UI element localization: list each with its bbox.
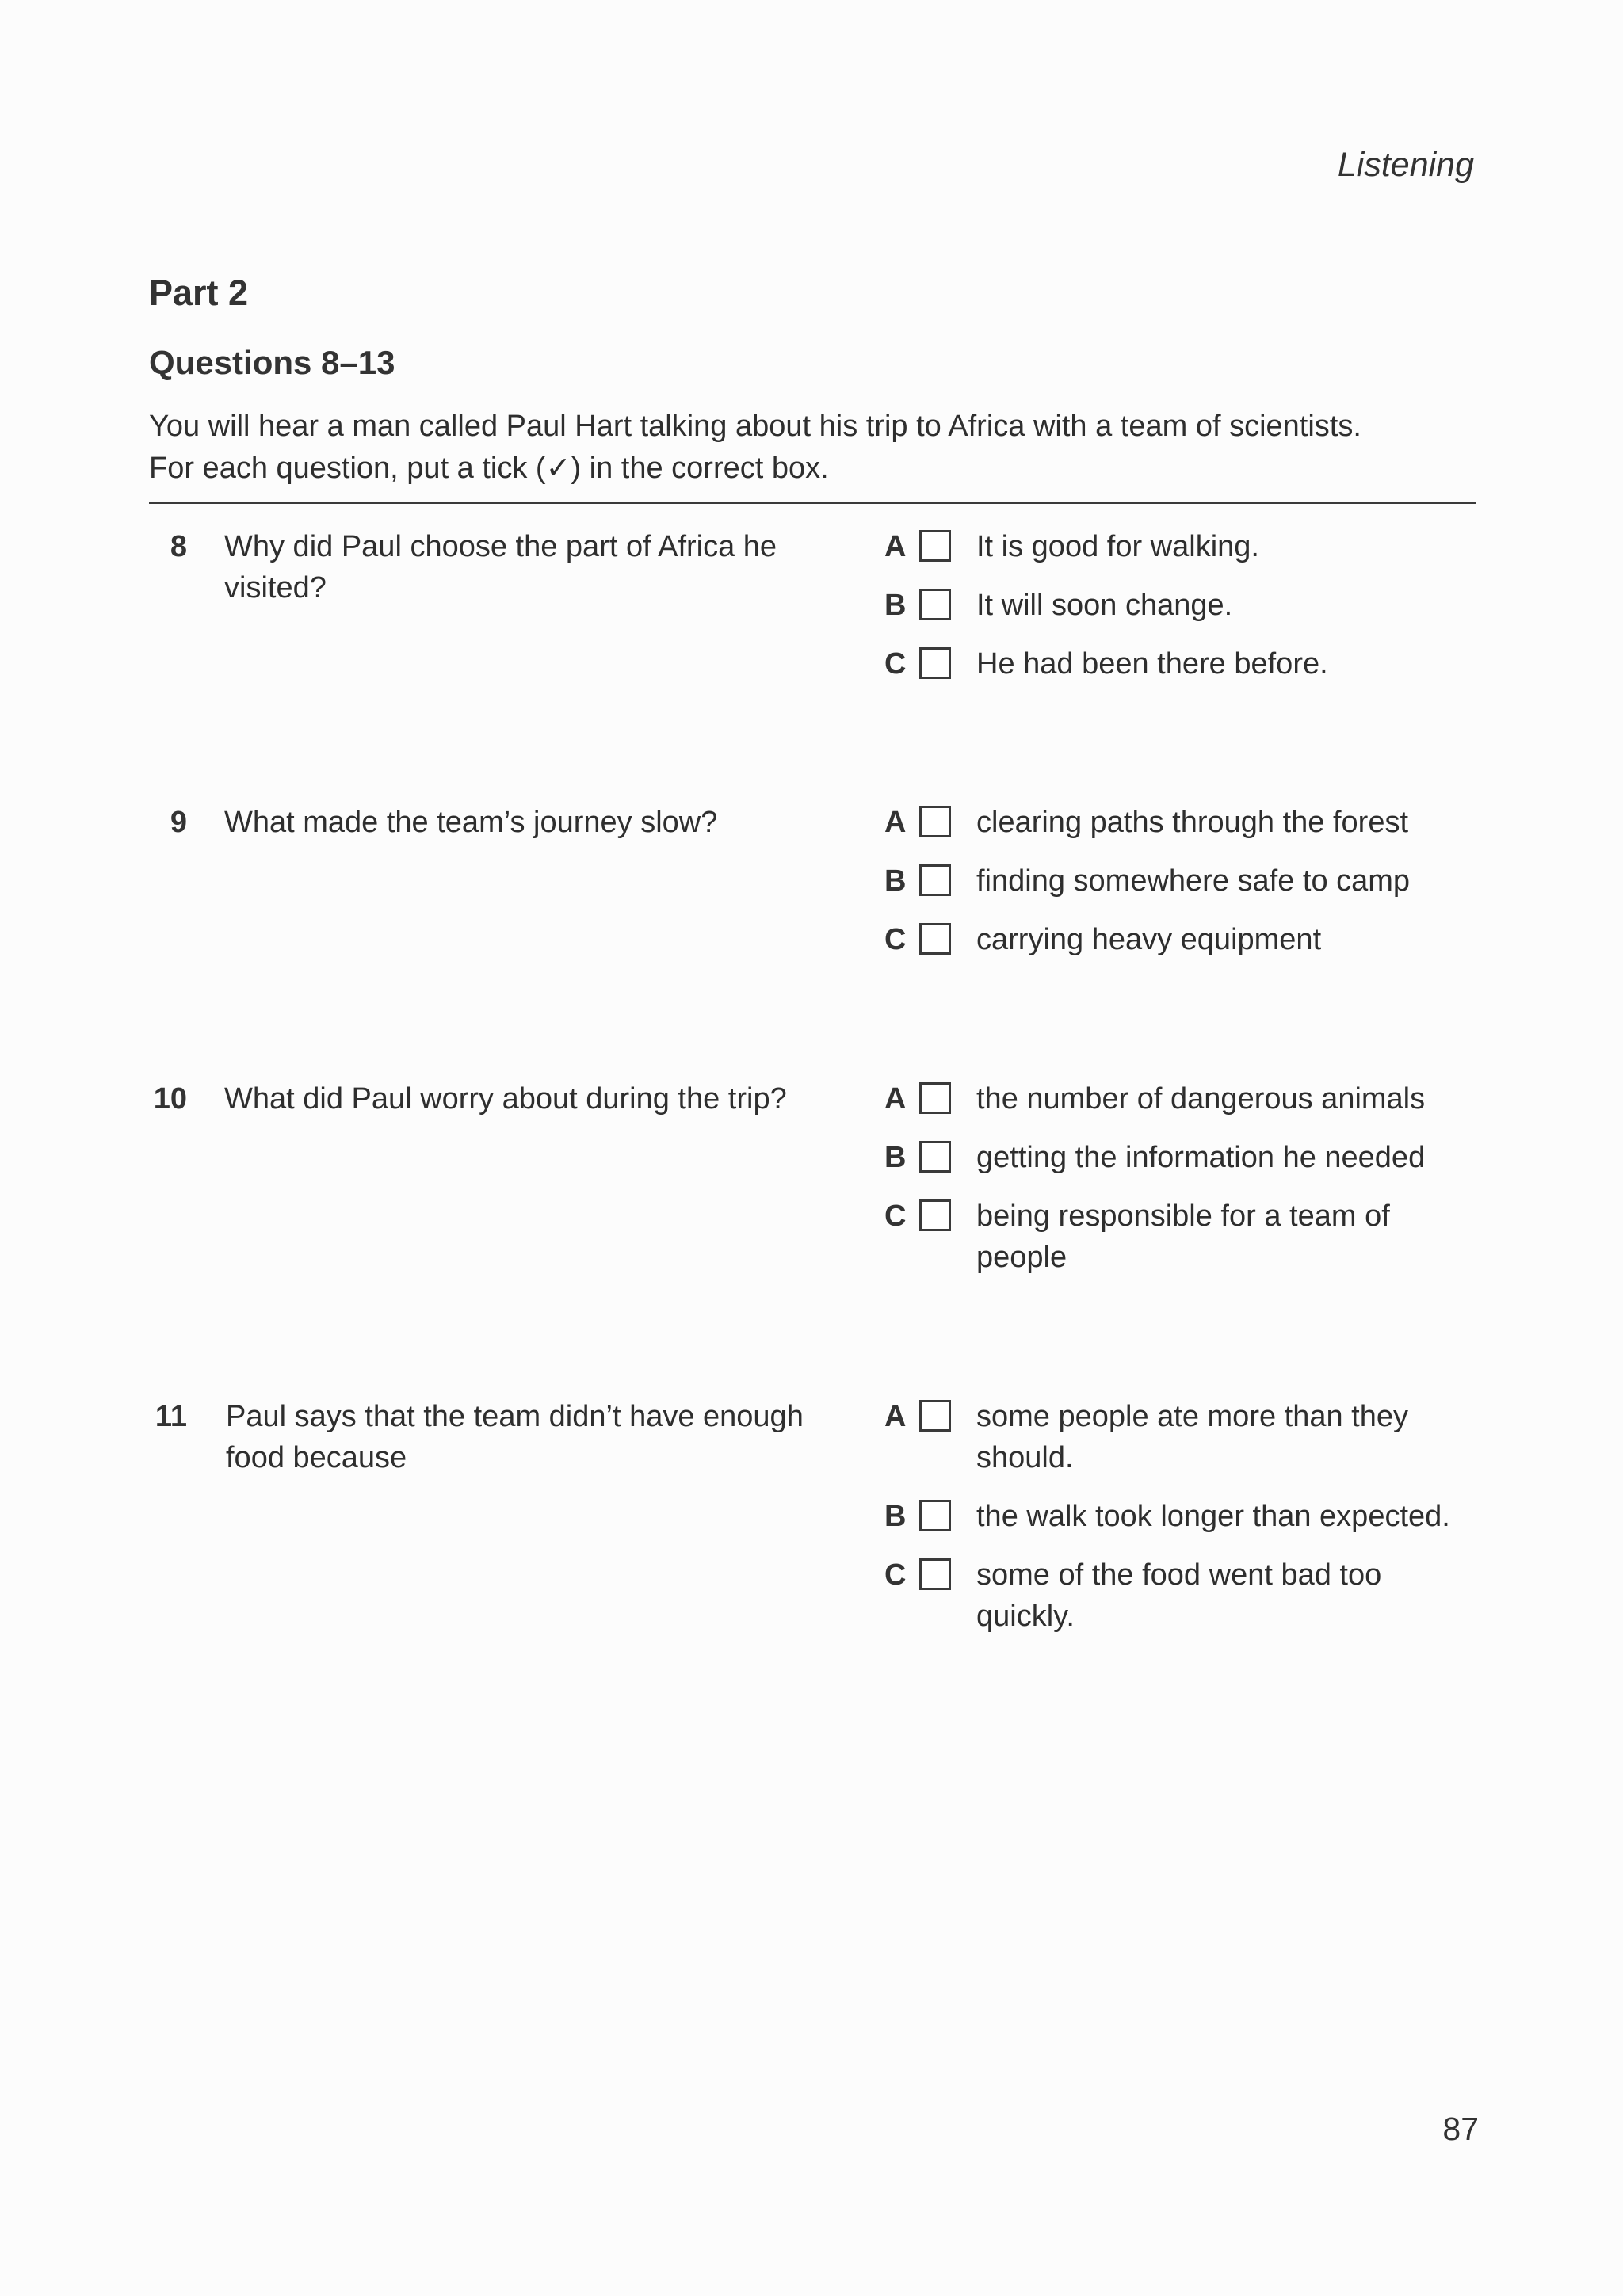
option-b — [884, 1496, 1476, 1537]
option-b — [884, 1137, 1476, 1178]
option-text: some people ate more than they should. — [976, 1400, 1409, 1474]
option-letter: C — [884, 923, 907, 956]
option-text: It is good for walking. — [976, 530, 1259, 563]
answer-checkbox[interactable] — [919, 1199, 951, 1231]
question-number: 11 — [155, 1400, 187, 1433]
option-b — [884, 585, 1476, 626]
option-text: finding somewhere safe to camp — [976, 864, 1411, 898]
answer-options — [884, 802, 1476, 978]
answer-checkbox[interactable] — [919, 1558, 951, 1590]
answer-checkbox[interactable] — [919, 530, 951, 562]
answer-checkbox[interactable] — [919, 589, 951, 620]
answer-checkbox[interactable] — [919, 864, 951, 896]
answer-checkbox[interactable] — [919, 1400, 951, 1432]
option-text: some of the food went bad too quickly. — [976, 1558, 1382, 1633]
question-text: Why did Paul choose the part of Africa he visited? — [224, 530, 777, 605]
answer-checkbox[interactable] — [919, 1141, 951, 1173]
divider-rule — [149, 502, 1476, 504]
answer-checkbox[interactable] — [919, 806, 951, 837]
answer-checkbox[interactable] — [919, 923, 951, 955]
part-title: Part 2 — [149, 273, 249, 313]
question-number: 9 — [170, 806, 187, 839]
option-a — [884, 802, 1476, 843]
section-label: Listening — [1337, 146, 1474, 184]
answer-options — [884, 1396, 1476, 1654]
option-letter: A — [884, 1400, 907, 1433]
option-text: being responsible for a team of people — [976, 1199, 1390, 1274]
option-text: He had been there before. — [976, 647, 1328, 681]
option-a — [884, 1078, 1476, 1119]
answer-checkbox[interactable] — [919, 647, 951, 679]
instructions — [149, 406, 1512, 490]
answer-checkbox[interactable] — [919, 1500, 951, 1531]
option-text: the number of dangerous animals — [976, 1082, 1426, 1116]
option-text: carrying heavy equipment — [976, 923, 1322, 956]
answer-checkbox[interactable] — [919, 1082, 951, 1114]
option-letter: B — [884, 1141, 907, 1174]
option-a — [884, 526, 1476, 567]
option-letter: B — [884, 589, 907, 622]
option-letter: A — [884, 1082, 907, 1116]
option-letter: B — [884, 864, 907, 898]
page-number: 87 — [1442, 2111, 1479, 2147]
option-c — [884, 1554, 1476, 1637]
option-c — [884, 643, 1476, 685]
option-text: It will soon change. — [976, 589, 1233, 622]
question-number: 8 — [170, 530, 187, 563]
question-text: What did Paul worry about during the trip? — [224, 1082, 787, 1116]
option-text: the walk took longer than expected. — [976, 1500, 1450, 1533]
option-b — [884, 860, 1476, 902]
question-number: 10 — [153, 1082, 187, 1116]
option-text: getting the information he needed — [976, 1141, 1426, 1174]
instruction-line: You will hear a man called Paul Hart talking about his trip to Africa with a team of scientists. — [149, 410, 1361, 443]
questions-title: Questions 8–13 — [149, 344, 395, 381]
option-c — [884, 919, 1476, 960]
option-letter: B — [884, 1500, 907, 1533]
question-text: Paul says that the team didn’t have enough food because — [226, 1400, 804, 1474]
option-letter: A — [884, 806, 907, 839]
option-letter: C — [884, 1199, 907, 1233]
option-letter: C — [884, 647, 907, 681]
answer-options — [884, 526, 1476, 702]
instruction-line: For each question, put a tick (✓) in the correct box. — [149, 452, 829, 485]
option-letter: A — [884, 530, 907, 563]
option-a — [884, 1396, 1476, 1478]
answer-options — [884, 1078, 1476, 1295]
option-c — [884, 1196, 1476, 1278]
option-text: clearing paths through the forest — [976, 806, 1409, 839]
option-letter: C — [884, 1558, 907, 1592]
question-text: What made the team’s journey slow? — [224, 806, 718, 839]
